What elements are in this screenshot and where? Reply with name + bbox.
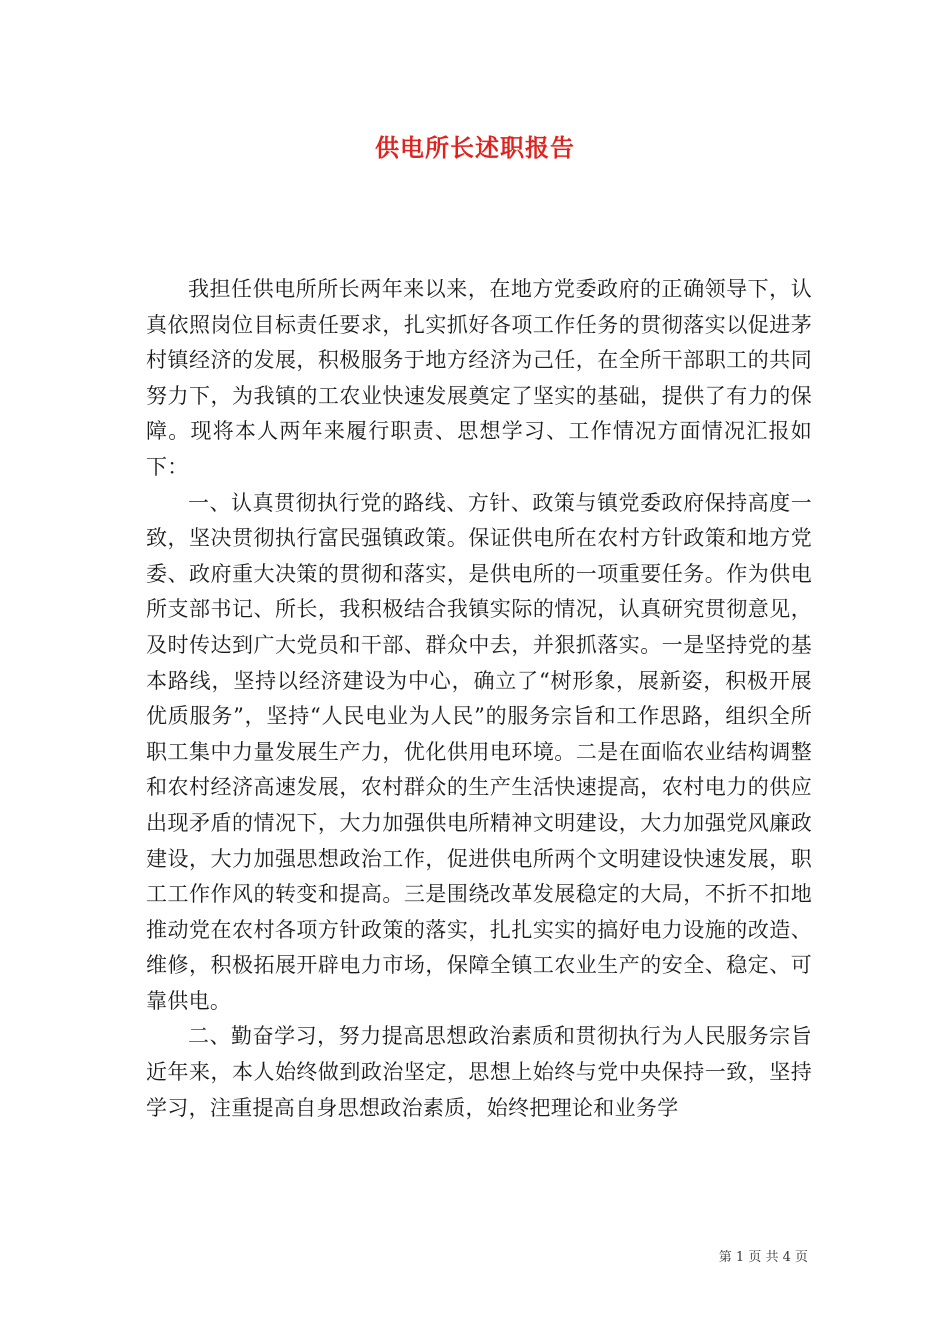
document-title: 供电所长述职报告 bbox=[375, 133, 575, 162]
paragraph-section-two: 二、勤奋学习，努力提高思想政治素质和贯彻执行为人民服务宗旨近年来，本人始终做到政治坚定，思想上始终与党中央保持一致，坚持学习，注重提高自身思想政治素质，始终把理论和业务学 bbox=[146, 1024, 812, 1120]
document-body bbox=[146, 272, 812, 1126]
paragraph-section-one: 一、认真贯彻执行党的路线、方针、政策与镇党委政府保持高度一致，坚决贯彻执行富民强镇政策。保证供电所在农村方针政策和地方党委、政府重大决策的贯彻和落实，是供电所的一项重要任务。作为供电所支部书记、所长，我积极结合我镇实际的情况，认真研究贯彻意见，及时传达到广大党员和干部、群众中去，并狠抓落实。一是坚持党的基本路线，坚持以经济建设为中心，确立了“树形象，展新姿，积极开展优质服务”，坚持“人民电业为人民”的服务宗旨和工作思路，组织全所职工集中力量发展生产力，优化供用电环境。二是在面临农业结构调整和农村经济高速发展，农村群众的生产生活快速提高，农村电力的供应出现矛盾的情况下，大力加强供电所精神文明建设，大力加强党风廉政建设，大力加强思想政治工作，促进供电所两个文明建设快速发展，职工工作作风的转变和提高。三是围绕改革发展稳定的大局，不折不扣地推动党在农村各项方针政策的落实，扎扎实实的搞好电力设施的改造、维修，积极拓展开辟电力市场，保障全镇工农业生产的安全、稳定、可靠供电。 bbox=[146, 490, 812, 1013]
page-number-footer: 第 1 页 共 4 页 bbox=[718, 1250, 808, 1265]
paragraph-intro: 我担任供电所所长两年来以来，在地方党委政府的正确领导下，认真依照岗位目标责任要求，扎实抓好各项工作任务的贯彻落实以促进茅村镇经济的发展，积极服务于地方经济为己任，在全所干部职工的共同努力下，为我镇的工农业快速发展奠定了坚实的基础，提供了有力的保障。现将本人两年来履行职责、思想学习、工作情况方面情况汇报如下： bbox=[146, 277, 812, 479]
